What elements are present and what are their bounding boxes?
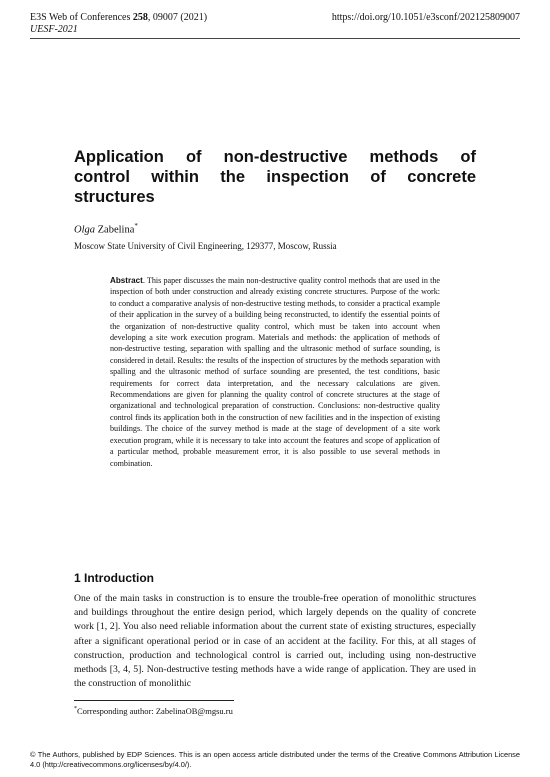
footnote-text: Corresponding author: ZabelinaOB@mgsu.ru bbox=[77, 706, 233, 716]
title-line-1 bbox=[74, 147, 476, 167]
article-number: , 09007 (2021) bbox=[147, 12, 208, 23]
title-word: of bbox=[460, 148, 476, 166]
author-footnote-mark: * bbox=[134, 222, 138, 230]
title-word: concrete bbox=[407, 168, 476, 186]
section-heading: 1 Introduction bbox=[74, 571, 154, 585]
paper-title bbox=[74, 147, 476, 207]
author-last-name: Zabelina bbox=[95, 224, 135, 236]
title-word: within bbox=[151, 168, 199, 186]
title-word: of bbox=[185, 148, 202, 166]
footnote-mark: * bbox=[74, 706, 77, 713]
abstract bbox=[110, 275, 440, 469]
footnote bbox=[74, 706, 233, 716]
abstract-text: . This paper discusses the main non-destructive quality control methods that are used in the inspection of both under construction and already existing concrete structures. Purpose of the work: to conduct a comparative analysis of non-destructive testing methods, to consider a practical example of their application in the survey of a building being reconstructed, to identify the essential points of the organization of non-destructive quality control, which must be taken into account when developing a site work execution program. Materials and methods: the application of methods of non-destructive testing, separation with spalling and the ultrasonic method of surface sounding, is considered in detail. Results: the results of the inspection of structures by the methods separation with spalling and the ultrasonic method of surface sounding are presented, the test conditions, basic requirements for correct data interpretation, and the necessary calculations are given. Recommendations are given for planning the quality control of concrete structures at the stage of organizational and technological preparation of construction. Conclusions: non-destructive quality control finds its application both in the construction of new facilities and in the inspection of existing buildings. The choice of the survey method is made at the stage of development of a site work execution program, while it is necessary to take into account the features and scope of application of a particular method, probable measurement error, it is also possible to use several methods in combination. bbox=[110, 276, 440, 468]
journal-citation bbox=[30, 12, 207, 24]
title-line-3: structures bbox=[74, 188, 155, 206]
title-line-2 bbox=[74, 167, 476, 187]
header-divider bbox=[30, 38, 520, 39]
author-line bbox=[74, 222, 138, 236]
conference-name: UESF-2021 bbox=[30, 24, 78, 35]
title-word: inspection bbox=[266, 168, 349, 186]
running-header bbox=[30, 12, 520, 36]
title-word: control bbox=[74, 168, 130, 186]
copyright-notice: © The Authors, published by EDP Sciences. This is an open access article distributed under the terms of the Creative Commons Attribution License 4.0 (http://creativecommons.org/licenses/by/4.0/). bbox=[30, 750, 520, 769]
title-word: the bbox=[220, 168, 246, 186]
section-body: One of the main tasks in construction is to ensure the trouble-free operation of monolithic structures and buildings throughout the entire design period, which largely depends on the quality of concrete work [1, 2]. You also need reliable information about the current state of existing structures, especially after a significant operational period or in case of an accident at the facility. For this, at all stages of construction, production and technological control is carried out, including using non-destructive methods [3, 4, 5]. Non-destructive testing methods have a wide range of application. They are used in the construction of monolithic bbox=[74, 593, 476, 690]
author-first-name: Olga bbox=[74, 224, 95, 236]
title-word: methods bbox=[369, 148, 439, 166]
title-word: of bbox=[370, 168, 386, 186]
title-word: Application bbox=[74, 148, 164, 166]
author-affiliation: Moscow State University of Civil Engineering, 129377, Moscow, Russia bbox=[74, 241, 337, 251]
journal-name: E3S Web of Conferences bbox=[30, 12, 133, 23]
doi-link[interactable]: https://doi.org/10.1051/e3sconf/202125809007 bbox=[331, 12, 520, 23]
title-word: non-destructive bbox=[223, 148, 348, 166]
journal-volume: 258 bbox=[132, 12, 148, 23]
footnote-divider bbox=[74, 700, 234, 701]
abstract-label: Abstract bbox=[110, 276, 143, 285]
